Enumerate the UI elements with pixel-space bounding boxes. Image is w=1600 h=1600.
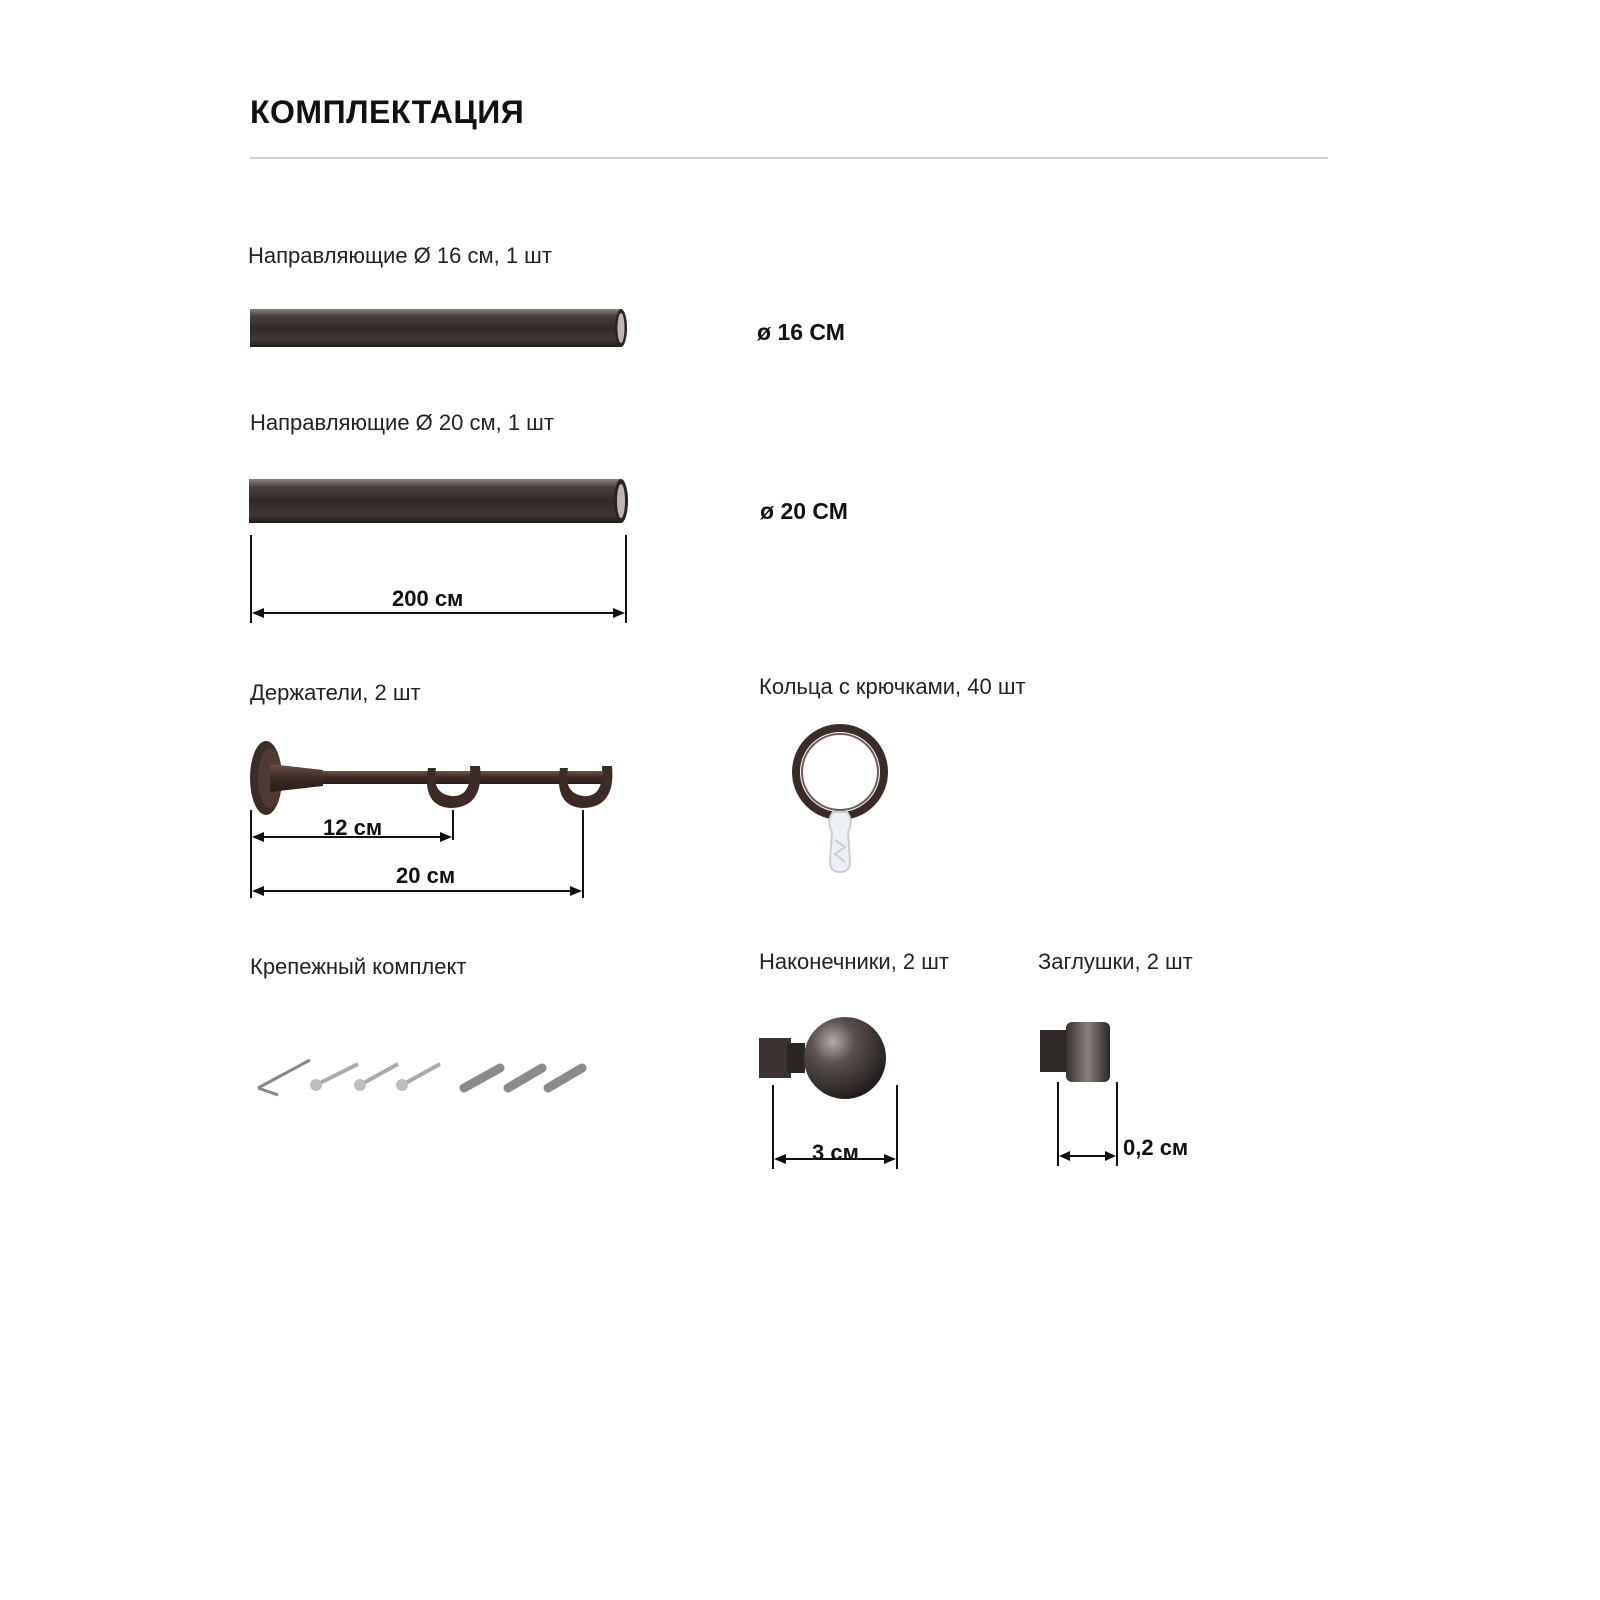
caps-label: Заглушки, 2 шт (1038, 949, 1193, 974)
holders-label: Держатели, 2 шт (250, 680, 421, 705)
rail-16-image (248, 306, 633, 352)
rail-20-image (248, 476, 633, 528)
rail-16-label: Направляющие Ø 16 см, 1 шт (248, 243, 552, 268)
rail-20-label: Направляющие Ø 20 см, 1 шт (250, 410, 554, 435)
fastener-kit-image (250, 1050, 590, 1110)
screw-icon (396, 1064, 440, 1091)
rail-16-diameter: ø 16 СМ (757, 319, 845, 345)
screw-icon (354, 1064, 398, 1091)
title-divider (250, 157, 1328, 159)
rail-length-label: 200 см (392, 586, 464, 611)
page-title: КОМПЛЕКТАЦИЯ (250, 94, 525, 130)
end-cap-dimension (1055, 1082, 1125, 1167)
hex-key-icon (258, 1060, 310, 1095)
rail-20-diameter: ø 20 СМ (760, 498, 848, 524)
screw-icon (310, 1064, 358, 1091)
wall-plug-icon (464, 1068, 500, 1088)
wall-plug-icon (508, 1068, 542, 1088)
end-cap-dimension-label: 0,2 см (1123, 1135, 1189, 1160)
rings-label: Кольца с крючками, 40 шт (759, 674, 1026, 699)
fasteners-label: Крепежный комплект (250, 954, 467, 979)
holder-short-dimension: 12 см (323, 815, 383, 840)
finials-label: Наконечники, 2 шт (759, 949, 949, 974)
holder-long-dimension: 20 см (396, 863, 456, 888)
end-cap-image (1038, 1018, 1128, 1088)
wall-plug-icon (548, 1068, 582, 1088)
ring-with-hook-image (790, 722, 900, 892)
finial-dimension-label: 3 см (812, 1140, 859, 1165)
